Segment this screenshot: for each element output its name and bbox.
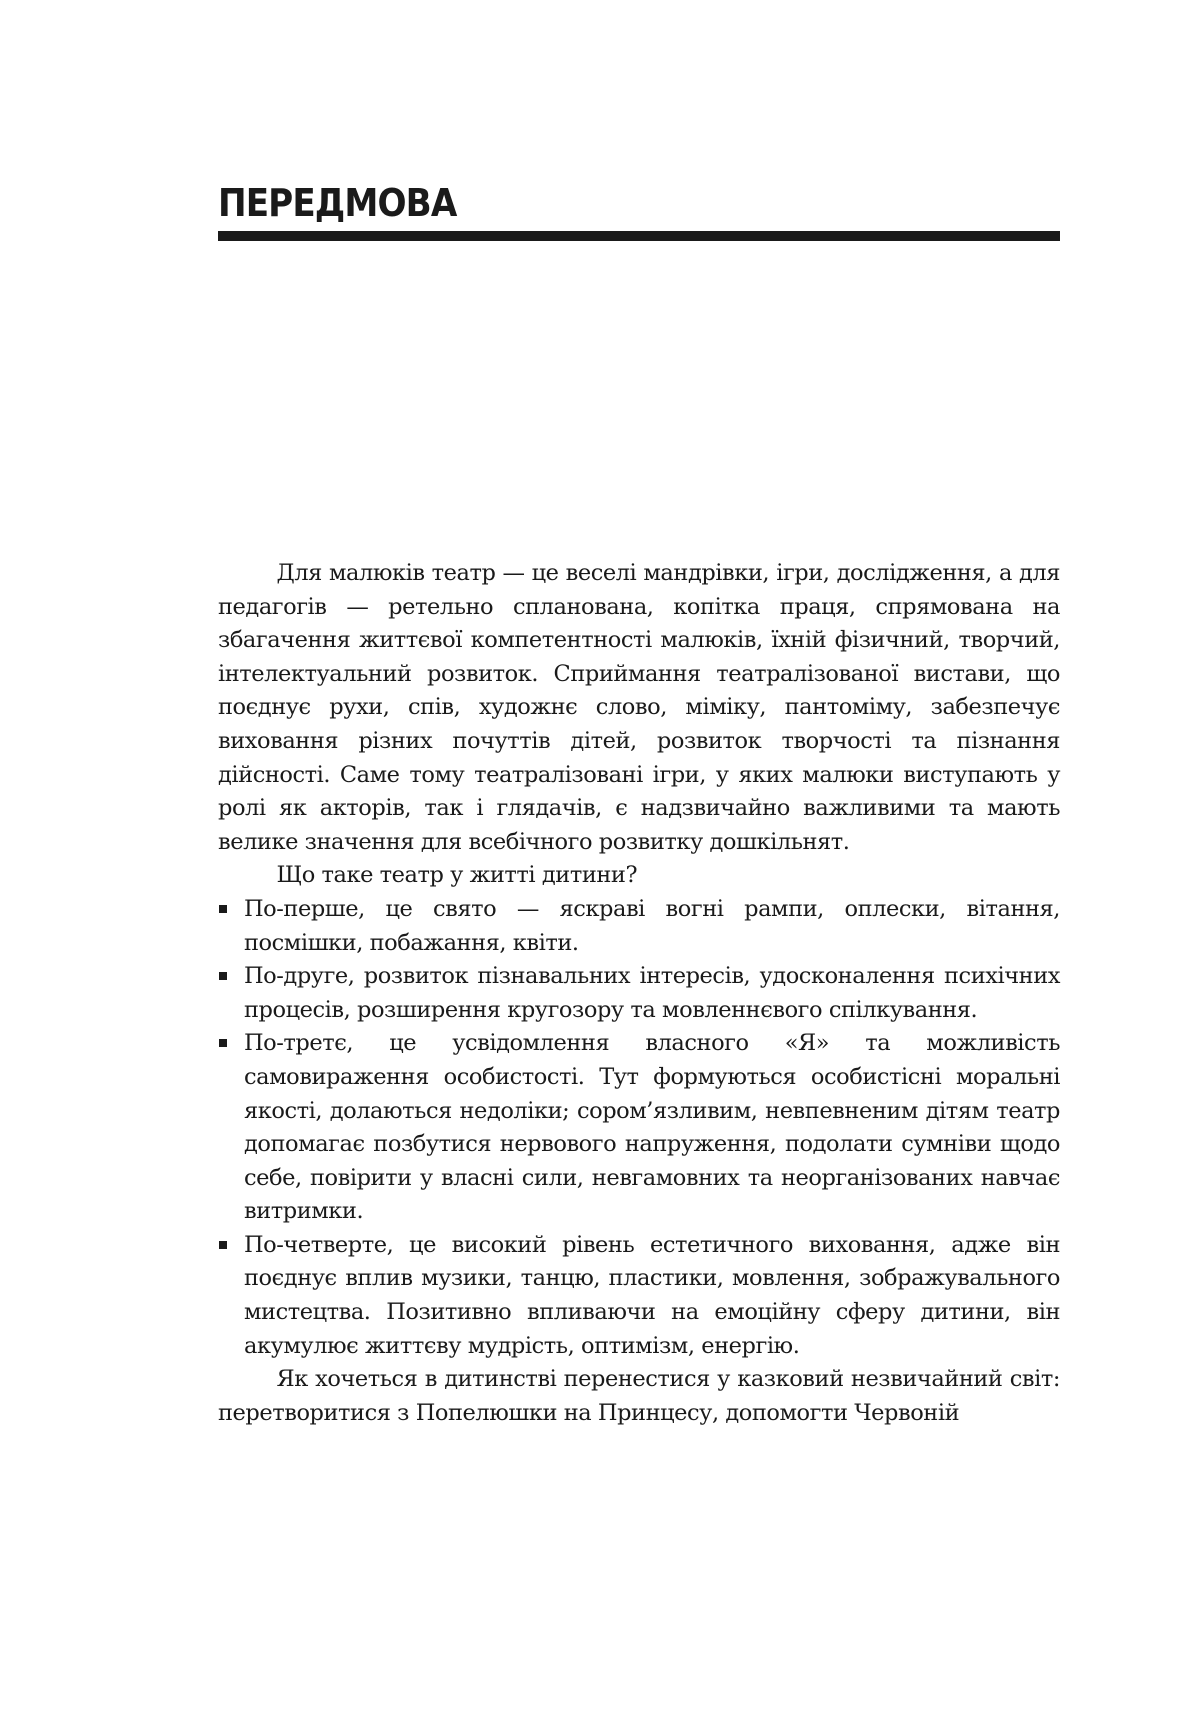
section-heading: ПЕРЕДМОВА bbox=[218, 181, 457, 225]
closing-paragraph: Як хочеться в дитинстві перенестися у казковий незвичайний світ: перетворитися з Попелюшки на Принцесу, допомогти Червоній bbox=[218, 1366, 1060, 1426]
question-line: Що таке театр у житті дитини? bbox=[276, 862, 638, 889]
list-item: По-перше, це свято — яскраві вогні рампи, оплески, вітання, посмішки, побажання, квіти. bbox=[218, 893, 1060, 960]
list-item: По-третє, це усвідомлення власного «Я» та можливість самовираження особистості. Тут формуються особистісні моральні якості, долаються недоліки; сором’язливим, невпевненим дітям театр допомагає позбутися нервового напруження, подолати сумніви щодо себе, повірити у власні сили, невгамовних та неорганізованих навчає витримки. bbox=[218, 1027, 1060, 1229]
heading-underline bbox=[218, 231, 1060, 241]
list-item: По-друге, розвиток пізнавальних інтересів, удосконалення психічних процесів, розширення кругозору та мовленнєвого спілкування. bbox=[218, 960, 1060, 1027]
intro-paragraph: Для малюків театр — це веселі мандрівки, ігри, дослідження, а для педагогів — ретельно спланована, копітка праця, спрямована на збагачення життєвої компетентності малюків, їхній фізичний, творчий, інтелектуальний розвиток. Сприймання театралізованої вистави, що поєднує рухи, спів, художнє слово, міміку, пантоміму, забезпечує виховання різних почуттів дітей, розвиток творчості та пізнання дійсності. Саме тому театралізовані ігри, у яких малюки виступають у ролі як акторів, так і глядачів, є надзвичайно важливими та мають велике значення для всебічного розвитку дошкільнят. bbox=[218, 560, 1060, 855]
bullet-list bbox=[218, 893, 1060, 1363]
list-item: По-четверте, це високий рівень естетичного виховання, адже він поєднує вплив музики, танцю, пластики, мовлення, зображувального мистецтва. Позитивно впливаючи на емоційну сферу дитини, він акумулює життєву мудрість, оптимізм, енергію. bbox=[218, 1229, 1060, 1363]
body-text bbox=[218, 557, 1060, 1430]
